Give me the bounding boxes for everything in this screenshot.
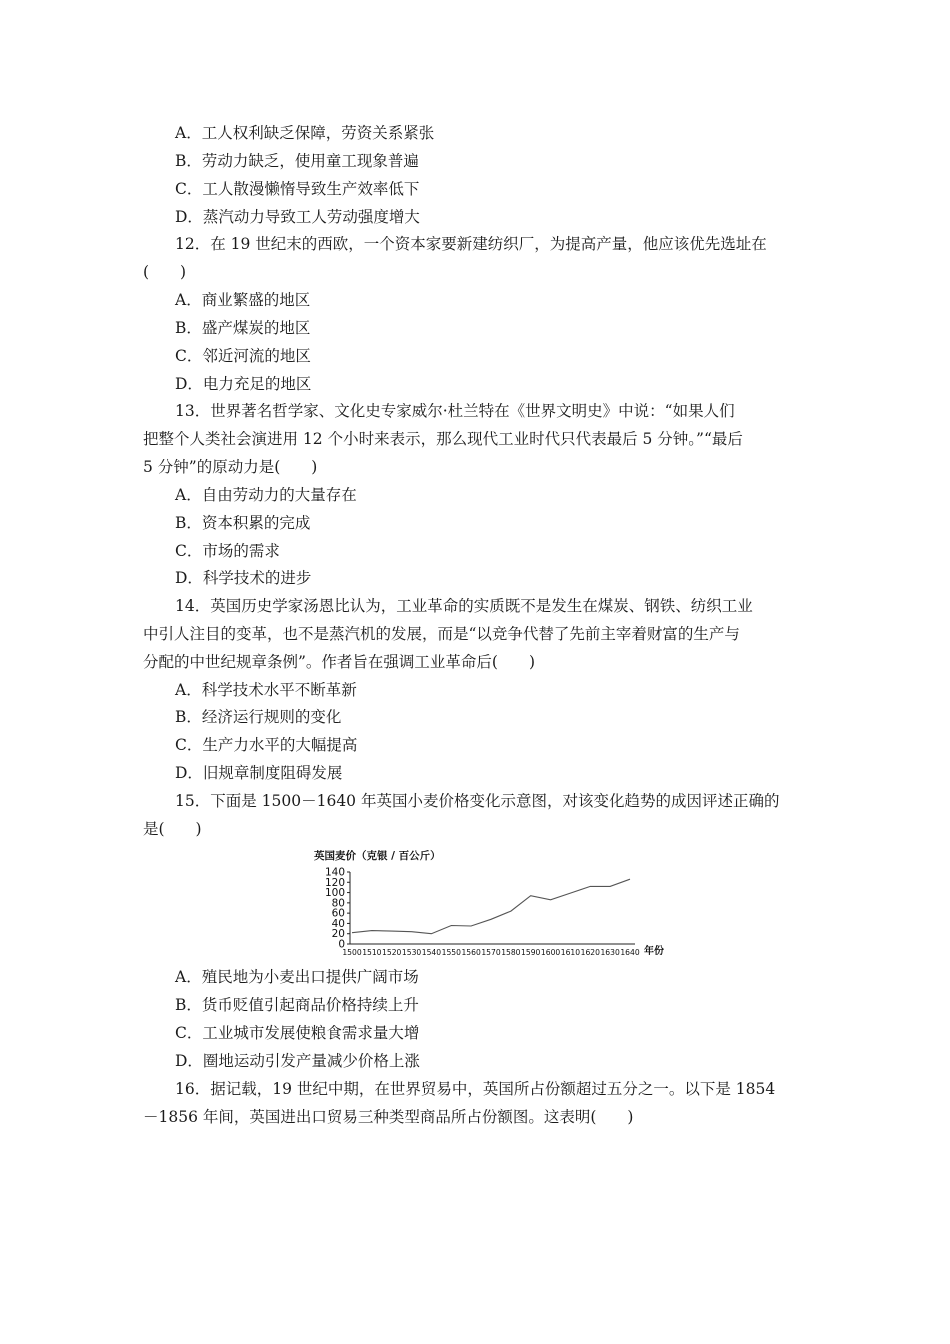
x-tick-label: 1530 <box>401 948 422 957</box>
x-tick-label: 1630 <box>600 948 620 957</box>
y-tick-label: 100 <box>324 887 345 900</box>
q15-option-d: D．圈地运动引发产量减少价格上涨 <box>175 1052 420 1070</box>
q14-option-d: D．旧规章制度阻碍发展 <box>175 764 343 782</box>
q13-stem-cont-2: 5 分钟”的原动力是( ) <box>143 458 318 476</box>
q12-option-b: B．盛产煤炭的地区 <box>175 319 311 337</box>
q16-stem-cont: －1856 年间，英国进出口贸易三种类型商品所占份额图。这表明( ) <box>143 1108 634 1126</box>
y-tick-label: 0 <box>338 938 345 951</box>
q13-option-c: C．市场的需求 <box>175 542 280 560</box>
q11-option-a: A．工人权利缺乏保障，劳资关系紧张 <box>175 124 435 142</box>
x-tick-label: 1560 <box>461 948 481 957</box>
y-tick-label: 60 <box>331 907 345 920</box>
x-tick-label: 1640 <box>620 948 640 957</box>
x-tick-label: 1540 <box>421 948 442 957</box>
q13-stem-cont-1: 把整个人类社会演进用 12 个小时来表示，那么现代工业时代只代表最后 5 分钟。”“最后 <box>143 430 743 448</box>
q13-option-d: D．科学技术的进步 <box>175 569 312 587</box>
q11-option-b: B．劳动力缺乏，使用童工现象普遍 <box>175 152 419 170</box>
q15-option-b: B．货币贬值引起商品价格持续上升 <box>175 996 419 1014</box>
price-series-line <box>352 879 630 934</box>
q13-option-a: A．自由劳动力的大量存在 <box>175 486 357 504</box>
q15-stem: 15．下面是 1500－1640 年英国小麦价格变化示意图，对该变化趋势的成因评述正确的 <box>175 792 780 810</box>
x-axis-label: 年份 <box>644 946 664 957</box>
y-tick-label: 20 <box>331 928 345 941</box>
q15-option-c: C．工业城市发展使粮食需求量大增 <box>175 1024 420 1042</box>
y-tick-label: 80 <box>331 897 345 910</box>
q12-option-a: A．商业繁盛的地区 <box>175 291 311 309</box>
y-tick-group <box>325 867 350 951</box>
q12-stem: 12．在 19 世纪末的西欧，一个资本家要新建纺织厂，为提高产量，他应该优先选址在 <box>175 235 767 253</box>
wheat-price-chart <box>310 845 680 960</box>
x-tick-label: 1620 <box>580 948 600 957</box>
q16-stem: 16．据记载，19 世纪中期，在世界贸易中，英国所占份额超过五分之一。以下是 1854 <box>175 1080 776 1098</box>
x-tick-group <box>342 948 639 957</box>
chart-title: 英国麦价（克银 / 百公斤） <box>314 850 441 862</box>
y-tick-label: 120 <box>324 876 345 889</box>
q13-option-b: B．资本积累的完成 <box>175 514 311 532</box>
x-tick-label: 1570 <box>481 948 501 957</box>
q14-stem-cont-1: 中引人注目的变革，也不是蒸汽机的发展，而是“以竞争代替了先前主宰着财富的生产与 <box>143 625 740 643</box>
x-tick-label: 1590 <box>521 948 541 957</box>
x-tick-label: 1610 <box>560 948 581 957</box>
q15-option-a: A．殖民地为小麦出口提供广阔市场 <box>175 968 419 986</box>
y-tick-label: 40 <box>331 917 345 930</box>
x-tick-label: 1600 <box>540 948 561 957</box>
x-tick-label: 1510 <box>362 948 382 957</box>
q14-option-b: B．经济运行规则的变化 <box>175 708 342 726</box>
q12-option-d: D．电力充足的地区 <box>175 375 312 393</box>
q12-option-c: C．邻近河流的地区 <box>175 347 311 365</box>
q14-option-a: A．科学技术水平不断革新 <box>175 681 357 699</box>
q14-stem: 14．英国历史学家汤恩比认为，工业革命的实质既不是发生在煤炭、钢铁、纺织工业 <box>175 597 753 615</box>
x-tick-label: 1520 <box>382 948 402 957</box>
x-tick-label: 1500 <box>342 948 362 957</box>
q11-option-d: D．蒸汽动力导致工人劳动强度增大 <box>175 208 420 226</box>
x-tick-label: 1550 <box>441 948 461 957</box>
q15-stem-cont: 是( ) <box>143 820 202 838</box>
q13-stem: 13．世界著名哲学家、文化史专家威尔·杜兰特在《世界文明史》中说：“如果人们 <box>175 402 735 420</box>
x-tick-label: 1580 <box>501 948 521 957</box>
q11-option-c: C．工人散漫懒惰导致生产效率低下 <box>175 180 420 198</box>
q14-stem-cont-2: 分配的中世纪规章条例”。作者旨在强调工业革命后( ) <box>143 653 536 671</box>
y-tick-label: 140 <box>324 866 345 879</box>
q12-stem-cont: ( ) <box>143 263 187 281</box>
q14-option-c: C．生产力水平的大幅提高 <box>175 736 358 754</box>
